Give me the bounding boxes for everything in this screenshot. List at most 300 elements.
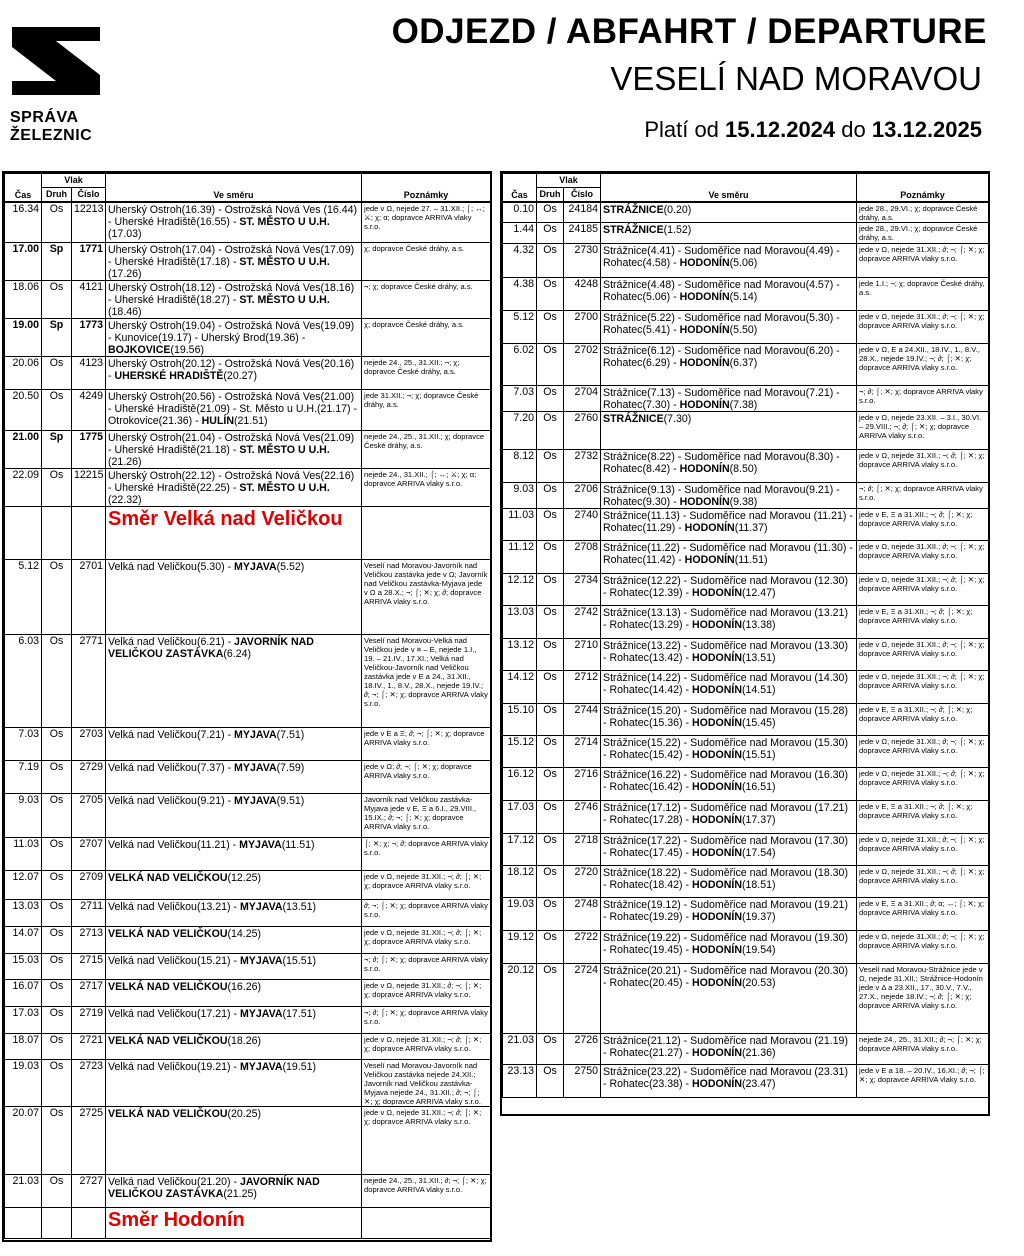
direction-via: Uherský Ostroh(19.04) - Ostrožská Nová Ves(19.09) - Kunovice(19.17) - Uherský Brod(19.36) -	[108, 320, 355, 344]
direction-cell	[106, 954, 362, 980]
type-cell: Os	[537, 768, 564, 801]
destination-time: (14.51)	[741, 684, 776, 696]
destination: MYJAVA	[239, 1061, 283, 1073]
number-cell: 2700	[564, 311, 601, 344]
time-cell: 17.12	[503, 834, 537, 866]
number-cell: 2712	[564, 671, 601, 704]
notes-cell: jede v Ω, nejede 31.XII.; ∂; ¬; ⌠; ✕; χ; dopravce ARRIVA vlaky s.r.o.	[857, 834, 989, 866]
type-cell: Os	[537, 574, 564, 606]
col-time: Čas	[5, 174, 42, 202]
notes-cell: jede 28., 29.VI.; χ; dopravce České dráhy, a.s.	[857, 202, 989, 223]
destination-time: (18.51)	[741, 879, 776, 891]
departure-row	[5, 794, 491, 838]
destination-time: (11.51)	[734, 554, 768, 566]
destination-time: (12.25)	[227, 872, 262, 884]
time-cell: 0.10	[503, 202, 537, 223]
direction-cell	[106, 900, 362, 927]
destination: MYJAVA	[234, 729, 277, 741]
notes-cell: jede 31.XII.; ¬; χ; dopravce České dráhy, a.s.	[362, 390, 491, 431]
destination-time: (9.38)	[729, 496, 758, 508]
number-cell: 2720	[564, 866, 601, 898]
destination: HODONÍN	[691, 587, 742, 599]
notes-cell: jede v Ω, nejede 31.XII.; ¬; ∂; ⌠; ✕; χ; dopravce ARRIVA vlaky s.r.o.	[362, 927, 491, 954]
szdc-logo-icon	[10, 27, 102, 95]
direction-cell	[601, 541, 857, 574]
destination-time: (17.51)	[282, 1008, 317, 1020]
type-cell: Os	[537, 483, 564, 509]
number-cell: 1775	[72, 431, 106, 469]
type-cell: Os	[537, 412, 564, 450]
notes-cell: ¬; ∂; ⌠; ✕; χ; dopravce ARRIVA vlaky s.r.o.	[857, 483, 989, 509]
notes-cell: nejede 24., 31.XII.; ⌠; ↔; ⚔; χ; α; dopravce ARRIVA vlaky s.r.o.	[362, 469, 491, 507]
direction-via: Strážnice(20.21) - Sudoměřice nad Moravou (20.30) - Rohatec(20.45) -	[603, 965, 848, 989]
col-train: Vlak	[42, 174, 106, 188]
number-cell: 4248	[564, 278, 601, 311]
direction-via: Strážnice(9.13) - Sudoměřice nad Moravou(9.21) - Rohatec(9.30) -	[603, 484, 840, 508]
number-cell: 2717	[72, 980, 106, 1007]
number-cell: 2742	[564, 606, 601, 639]
direction-via: Uherský Ostroh(22.12) - Ostrožská Nová Ves(22.16) - Uherské Hradiště(22.25) -	[108, 470, 355, 494]
direction-cell	[106, 469, 362, 507]
type-cell: Os	[42, 728, 72, 761]
time-cell: 13.03	[5, 900, 42, 927]
type-cell: Os	[42, 980, 72, 1007]
destination-time: (12.47)	[741, 587, 776, 599]
type-cell: Os	[42, 469, 72, 507]
valid-prefix: Platí od	[644, 117, 719, 142]
direction-via: Velká nad Veličkou(7.37) -	[108, 762, 235, 774]
departure-row	[503, 202, 989, 223]
number-cell: 12213	[72, 202, 106, 243]
direction-cell	[601, 483, 857, 509]
valid-mid: do	[841, 117, 866, 142]
col-direction: Ve směru	[106, 174, 362, 202]
destination-time: (6.37)	[729, 357, 758, 369]
destination-time: (5.14)	[729, 291, 758, 303]
time-cell: 18.12	[503, 866, 537, 898]
notes-cell: jede v Ω, nejede 31.XII.; ¬; ∂; ⌠; ✕; χ; dopravce ARRIVA vlaky s.r.o.	[362, 1034, 491, 1060]
time-cell: 19.12	[503, 931, 537, 964]
direction-cell	[106, 1034, 362, 1060]
notes-cell: ¬; χ; dopravce České dráhy, a.s.	[362, 281, 491, 319]
timetable-right	[502, 173, 989, 1098]
type-cell: Os	[42, 1034, 72, 1060]
direction-cell	[601, 768, 857, 801]
direction-cell	[601, 223, 857, 244]
destination: HODONÍN	[684, 522, 735, 534]
type-cell	[42, 507, 72, 560]
direction-cell	[601, 1065, 857, 1098]
destination: MYJAVA	[239, 901, 283, 913]
time-cell: 12.07	[5, 871, 42, 900]
destination: HODONÍN	[691, 944, 742, 956]
type-cell: Os	[537, 1034, 564, 1065]
time-cell: 21.00	[5, 431, 42, 469]
time-cell: 20.06	[5, 357, 42, 390]
direction-via: Strážnice(21.12) - Sudoměřice nad Moravou (21.19) - Rohatec(21.27) -	[603, 1035, 848, 1059]
time-cell: 19.03	[5, 1060, 42, 1107]
col-time: Čas	[503, 174, 537, 202]
direction-cell	[106, 1107, 362, 1175]
notes-cell: jede v Ω, E a 24.XII., 18.IV., 1., 8.V., 28.X., nejede 19.IV.; ¬; ∂; ⌠; ✕; χ; dopravce ARRIVA vlaky s.r.o.	[857, 344, 989, 386]
col-notes: Poznámky	[362, 174, 491, 202]
type-cell: Os	[537, 639, 564, 671]
direction-cell	[106, 838, 362, 871]
timetable-left	[4, 173, 491, 1239]
destination: HULÍN	[201, 415, 235, 427]
destination-time: (7.51)	[276, 729, 305, 741]
notes-cell: jede v Ω, nejede 31.XII.; ¬; ∂; ⌠; ✕; χ; dopravce ARRIVA vlaky s.r.o.	[857, 866, 989, 898]
time-cell: 7.19	[5, 761, 42, 794]
time-cell: 16.12	[503, 768, 537, 801]
type-cell: Os	[42, 202, 72, 243]
notes-cell: jede v E, Ξ a 31.XII.; ¬; ∂; ⌠; ✕; χ; dopravce ARRIVA vlaky s.r.o.	[857, 704, 989, 736]
type-cell: Sp	[42, 431, 72, 469]
number-cell: 2732	[564, 450, 601, 483]
direction-via: Velká nad Veličkou(5.30) -	[108, 561, 235, 573]
direction-cell	[601, 704, 857, 736]
type-cell: Os	[42, 357, 72, 390]
number-cell: 1771	[72, 243, 106, 281]
departure-row	[5, 281, 491, 319]
number-cell: 2750	[564, 1065, 601, 1098]
notes-cell: jede v Ω, nejede 31.XII.; ¬; ∂; ⌠; ✕; χ; dopravce ARRIVA vlaky s.r.o.	[362, 871, 491, 900]
notes-cell: jede v Ω, nejede 31.XII.; ∂; ¬; ⌠; ✕; χ; dopravce ARRIVA vlaky s.r.o.	[857, 541, 989, 574]
time-cell: 11.03	[5, 838, 42, 871]
direction-via: Uherský Ostroh(20.56) - Ostrožská Nová Ves(21.00) - Uherské Hradiště(21.09) - St. Město u U.H.(21.17) - Otrokovice(21.36) -	[108, 391, 358, 427]
destination-time: (16.26)	[227, 981, 262, 993]
direction-cell	[106, 1007, 362, 1034]
departure-row	[5, 560, 491, 635]
notes-cell: ¬; ∂; ⌠; ✕; χ; dopravce ARRIVA vlaky s.r.o.	[857, 386, 989, 412]
time-cell: 15.10	[503, 704, 537, 736]
departure-row	[503, 866, 989, 898]
notes-cell	[362, 507, 491, 560]
time-cell: 19.03	[503, 898, 537, 931]
direction-cell	[601, 450, 857, 483]
notes-cell: jede v E, Ξ a 31.XII.; ¬; ∂; ⌠; ✕; χ; dopravce ARRIVA vlaky s.r.o.	[857, 509, 989, 541]
destination-time: (23.47)	[741, 1078, 776, 1090]
direction-cell	[106, 635, 362, 728]
time-cell: 23.13	[503, 1065, 537, 1098]
destination: ST. MĚSTO U U.H.	[239, 294, 330, 306]
departure-row	[503, 386, 989, 412]
notes-cell: ¬; ∂; ⌠; ✕; χ; dopravce ARRIVA vlaky s.r.o.	[362, 1007, 491, 1034]
time-cell	[5, 507, 42, 560]
direction-via: Velká nad Veličkou(15.21) -	[108, 955, 240, 967]
notes-cell: nejede 24., 25., 31.XII.; ∂; ¬; ⌠; ✕; χ; dopravce ARRIVA vlaky s.r.o.	[362, 1175, 491, 1208]
destination: ST. MĚSTO U U.H.	[239, 444, 330, 456]
destination-time: (11.37)	[734, 522, 768, 534]
type-cell: Os	[42, 871, 72, 900]
notes-cell: jede v Ω, nejede 31.XII.; ¬; ∂; ⌠; ✕; χ; dopravce ARRIVA vlaky s.r.o.	[362, 1107, 491, 1175]
notes-cell: ⌠; ✕; χ; ¬; ∂; dopravce ARRIVA vlaky s.r.o.	[362, 838, 491, 871]
destination-time: (13.51)	[741, 652, 776, 664]
departure-row	[503, 671, 989, 704]
number-cell: 2708	[564, 541, 601, 574]
direction-via: Velká nad Veličkou(21.20) -	[108, 1176, 240, 1188]
destination-time: (7.30)	[663, 413, 692, 425]
departure-row	[503, 1034, 989, 1065]
logo-line2: ŽELEZNIC	[10, 127, 93, 144]
direction-cell	[601, 1034, 857, 1065]
number-cell: 2729	[72, 761, 106, 794]
number-cell: 1773	[72, 319, 106, 357]
notes-cell: jede v Ω, nejede 31.XII.; ∂; ¬; ⌠; ✕; χ; dopravce ARRIVA vlaky s.r.o.	[857, 244, 989, 278]
direction-via: Strážnice(11.13) - Sudoměřice nad Moravou (11.21) - Rohatec(11.29) -	[603, 510, 853, 534]
direction-cell	[106, 281, 362, 319]
col-notes: Poznámky	[857, 174, 989, 202]
time-cell: 15.03	[5, 954, 42, 980]
destination: VELKÁ NAD VELIČKOU	[108, 872, 228, 884]
direction-via: Uherský Ostroh(21.04) - Ostrožská Nová Ves(21.09) - Uherské Hradiště(21.18) -	[108, 432, 355, 456]
notes-cell: nejede 24., 25., 31.XII.; ¬; χ; dopravce České dráhy, a.s.	[362, 357, 491, 390]
destination-time: (5.06)	[729, 257, 758, 269]
number-cell: 2724	[564, 964, 601, 1034]
time-cell: 22.09	[5, 469, 42, 507]
direction-via: Strážnice(18.22) - Sudoměřice nad Moravou (18.30) - Rohatec(18.42) -	[603, 867, 848, 891]
departure-row	[5, 1060, 491, 1107]
destination-time: (13.38)	[741, 619, 776, 631]
type-cell: Os	[537, 834, 564, 866]
time-cell: 14.12	[503, 671, 537, 704]
notes-cell: jede v E, Ξ a 31.XII.; ¬; ∂; ⌠; ✕; χ; dopravce ARRIVA vlaky s.r.o.	[857, 801, 989, 834]
destination: HODONÍN	[691, 781, 742, 793]
direction-cell	[106, 431, 362, 469]
destination: HODONÍN	[691, 847, 742, 859]
number-cell: 2734	[564, 574, 601, 606]
type-cell: Os	[537, 898, 564, 931]
type-cell: Os	[537, 311, 564, 344]
direction-cell	[601, 931, 857, 964]
destination: STRÁŽNICE	[603, 413, 664, 425]
destination-time: (15.45)	[741, 717, 776, 729]
destination-time: (19.37)	[741, 911, 776, 923]
direction-cell	[601, 278, 857, 311]
destination-time: (6.24)	[223, 648, 252, 660]
type-cell: Os	[42, 900, 72, 927]
destination: JAVORNÍK NAD VELIČKOU ZASTÁVKA	[108, 636, 314, 660]
direction-via: Velká nad Veličkou(17.21) -	[108, 1008, 240, 1020]
destination: HODONÍN	[691, 911, 742, 923]
type-cell: Os	[537, 344, 564, 386]
time-cell: 9.03	[5, 794, 42, 838]
destination: MYJAVA	[239, 955, 283, 967]
direction-cell	[601, 801, 857, 834]
destination-time: (18.26)	[227, 1035, 262, 1047]
departure-row	[5, 357, 491, 390]
type-cell: Os	[42, 1107, 72, 1175]
destination: HODONÍN	[679, 496, 730, 508]
departure-row	[503, 223, 989, 244]
type-cell: Os	[537, 386, 564, 412]
departure-row	[5, 954, 491, 980]
direction-via: Strážnice(11.22) - Sudoměřice nad Moravou (11.30) - Rohatec(11.42) -	[603, 542, 853, 566]
direction-cell	[601, 412, 857, 450]
time-cell: 18.07	[5, 1034, 42, 1060]
destination-time: (9.51)	[276, 795, 305, 807]
destination-time: (21.25)	[223, 1188, 257, 1200]
destination-time: (18.46)	[108, 306, 142, 318]
departure-row	[503, 311, 989, 344]
destination-time: (17.26)	[108, 268, 142, 280]
destination: HODONÍN	[679, 463, 730, 475]
time-cell: 7.20	[503, 412, 537, 450]
number-cell: 2716	[564, 768, 601, 801]
direction-cell	[601, 866, 857, 898]
destination: HODONÍN	[691, 879, 742, 891]
destination: MYJAVA	[234, 561, 277, 573]
notes-cell: jede 1.I.; ¬; χ; dopravce České dráhy, a.s.	[857, 278, 989, 311]
departure-row	[503, 834, 989, 866]
direction-cell	[601, 311, 857, 344]
direction-cell	[106, 794, 362, 838]
number-cell: 2771	[72, 635, 106, 728]
time-cell: 15.12	[503, 736, 537, 768]
destination-time: (20.25)	[227, 1108, 262, 1120]
direction-via: Velká nad Veličkou(19.21) -	[108, 1061, 240, 1073]
direction-via: Strážnice(19.12) - Sudoměřice nad Moravou (19.21) - Rohatec(19.29) -	[603, 899, 848, 923]
type-cell: Os	[42, 927, 72, 954]
departure-row	[5, 202, 491, 243]
departure-row	[503, 639, 989, 671]
destination-time: (21.26)	[108, 456, 142, 468]
notes-cell: jede v Ω, nejede 31.XII.; ¬; ∂; ⌠; ✕; χ; dopravce ARRIVA vlaky s.r.o.	[857, 450, 989, 483]
direction-via: Strážnice(14.22) - Sudoměřice nad Moravou (14.30) - Rohatec(14.42) -	[603, 672, 848, 696]
type-cell: Os	[537, 704, 564, 736]
number-cell: 2721	[72, 1034, 106, 1060]
destination-time: (5.52)	[276, 561, 305, 573]
type-cell: Os	[42, 761, 72, 794]
number-cell: 2702	[564, 344, 601, 386]
time-cell: 4.38	[503, 278, 537, 311]
destination-time: (1.52)	[663, 224, 692, 236]
time-cell: 21.03	[5, 1175, 42, 1208]
type-cell: Os	[537, 736, 564, 768]
notes-cell: Veselí nad Moravou-Strážnice jede v Ω, nejede 31.XII.; Strážnice-Hodonín jede v Δ a 23.XII., 17., 30.V., 7.V., 27.X., nejede 18.IV.; ¬; ∂; ⌠; ✕; χ; dopravce ARRIVA vlaky s.r.o.	[857, 964, 989, 1034]
time-cell: 11.03	[503, 509, 537, 541]
departure-row	[503, 898, 989, 931]
number-cell: 24184	[564, 202, 601, 223]
direction-cell	[106, 390, 362, 431]
direction-cell	[601, 202, 857, 223]
number-cell: 2703	[72, 728, 106, 761]
number-cell	[72, 1208, 106, 1239]
direction-via: Uherský Ostroh(17.04) - Ostrožská Nová Ves(17.09) - Uherské Hradiště(17.18) -	[108, 244, 355, 268]
notes-cell: jede v Ω, nejede 31.XII.; ¬; ∂; ⌠; ✕; χ; dopravce ARRIVA vlaky s.r.o.	[857, 671, 989, 704]
type-cell: Os	[42, 1175, 72, 1208]
type-cell: Os	[537, 223, 564, 244]
type-cell: Os	[42, 838, 72, 871]
departure-row	[503, 704, 989, 736]
number-cell: 2727	[72, 1175, 106, 1208]
direction-via: Strážnice(17.22) - Sudoměřice nad Moravou (17.30) - Rohatec(17.45) -	[603, 835, 848, 859]
notes-cell: jede v Ω, nejede 31.XII.; ∂; ¬; ⌠; ✕; χ; dopravce ARRIVA vlaky s.r.o.	[857, 736, 989, 768]
type-cell: Os	[537, 801, 564, 834]
departure-row	[5, 838, 491, 871]
section-header-row	[5, 507, 491, 560]
departure-row	[5, 980, 491, 1007]
number-cell: 2710	[564, 639, 601, 671]
type-cell: Os	[42, 281, 72, 319]
type-cell: Os	[42, 560, 72, 635]
direction-via: Strážnice(13.13) - Sudoměřice nad Moravou (13.21) - Rohatec(13.29) -	[603, 607, 848, 631]
number-cell: 2701	[72, 560, 106, 635]
departure-row	[503, 450, 989, 483]
direction-cell	[106, 560, 362, 635]
destination-time: (22.32)	[108, 494, 142, 506]
time-cell: 14.07	[5, 927, 42, 954]
number-cell: 2718	[564, 834, 601, 866]
number-cell: 2725	[72, 1107, 106, 1175]
time-cell: 18.06	[5, 281, 42, 319]
time-cell: 7.03	[5, 728, 42, 761]
direction-cell	[106, 1175, 362, 1208]
direction-via: Strážnice(19.22) - Sudoměřice nad Moravou (19.30) - Rohatec(19.45) -	[603, 932, 848, 956]
notes-cell	[362, 1208, 491, 1239]
destination-time: (19.56)	[170, 344, 204, 356]
departure-row	[5, 635, 491, 728]
type-cell: Os	[537, 509, 564, 541]
notes-cell: χ; dopravce České dráhy, a.s.	[362, 243, 491, 281]
destination-time: (5.50)	[729, 324, 758, 336]
destination: ST. MĚSTO U U.H.	[239, 215, 330, 228]
type-cell: Os	[537, 278, 564, 311]
direction-cell	[106, 871, 362, 900]
valid-from: 15.12.2024	[725, 117, 836, 142]
notes-cell: Veselí nad Moravou-Javorník nad Veličkou zastávka nejede 24.XII.; Javorník nad Veličkou zastávka-Myjava nejede 24., 31.XII.; ∂; ¬; ⌠; ✕; χ; dopravce ARRIVA vlaky s.r.o.	[362, 1060, 491, 1107]
type-cell: Os	[42, 390, 72, 431]
departure-row	[503, 574, 989, 606]
time-cell: 9.03	[503, 483, 537, 509]
page-title: ODJEZD / ABFAHRT / DEPARTURE	[391, 12, 987, 51]
validity-line	[644, 117, 982, 143]
notes-cell: Veselí nad Moravou-Javorník nad Veličkou zastávka jede v Ω; Javorník nad Veličkou zastávka-Myjava jede v Ω a 28.X.; ¬; ⌠; ✕; χ; ∂; dopravce ARRIVA vlaky s.r.o.	[362, 560, 491, 635]
type-cell: Os	[537, 964, 564, 1034]
direction-via: Strážnice(6.12) - Sudoměřice nad Moravou(6.20) - Rohatec(6.29) -	[603, 345, 840, 369]
departure-row	[503, 931, 989, 964]
notes-cell: jede v Ω, nejede 23.XII. – 3.I., 30.VI. – 29.VIII.; ¬; ∂; ⌠; ✕; χ; dopravce ARRIVA vlaky s.r.o.	[857, 412, 989, 450]
destination: VELKÁ NAD VELIČKOU	[108, 1035, 228, 1047]
notes-cell: Veselí nad Moravou-Velká nad Veličkou jede v ≡ – E, nejede 1.I., 19. – 21.IV., 17.XI.; Velká nad Veličkou-Javorník nad Veličkou zastávka jede v E a 24., 31.XII., 18.IV., 1., 8.V., 28.X., nejede 19.IV.; ∂; ¬; ⌠; ✕; χ; dopravce ARRIVA vlaky s.r.o.	[362, 635, 491, 728]
destination-time: (20.27)	[223, 370, 257, 382]
direction-cell	[601, 386, 857, 412]
destination-time: (11.51)	[281, 839, 315, 851]
time-cell: 6.02	[503, 344, 537, 386]
type-cell: Os	[537, 450, 564, 483]
type-cell: Os	[537, 202, 564, 223]
direction-cell	[106, 980, 362, 1007]
type-cell: Os	[42, 635, 72, 728]
destination: VELKÁ NAD VELIČKOU	[108, 928, 228, 940]
time-cell: 20.12	[503, 964, 537, 1034]
notes-cell: ∂; ¬; ⌠; ✕; χ; dopravce ARRIVA vlaky s.r.o.	[362, 900, 491, 927]
direction-via: Strážnice(4.41) - Sudoměřice nad Moravou(4.49) - Rohatec(4.58) -	[603, 245, 840, 269]
col-direction: Ve směru	[601, 174, 857, 202]
notes-cell: jede v Ω, nejede 31.XII.; ∂; ¬; ⌠; ✕; χ; dopravce ARRIVA vlaky s.r.o.	[857, 639, 989, 671]
direction-via: Uherský Ostroh(16.39) - Ostrožská Nová Ves (16.44) - Uherské Hradiště(16.55) -	[108, 203, 358, 228]
departure-row	[5, 1107, 491, 1175]
type-cell: Os	[42, 954, 72, 980]
section-cell	[106, 1208, 362, 1239]
destination: STRÁŽNICE	[603, 203, 664, 216]
direction-cell	[601, 509, 857, 541]
time-cell: 5.12	[503, 311, 537, 344]
direction-cell	[106, 319, 362, 357]
number-cell: 2704	[564, 386, 601, 412]
destination: HODONÍN	[691, 1047, 742, 1059]
direction-via: Strážnice(17.12) - Sudoměřice nad Moravou (17.21) - Rohatec(17.28) -	[603, 802, 848, 826]
